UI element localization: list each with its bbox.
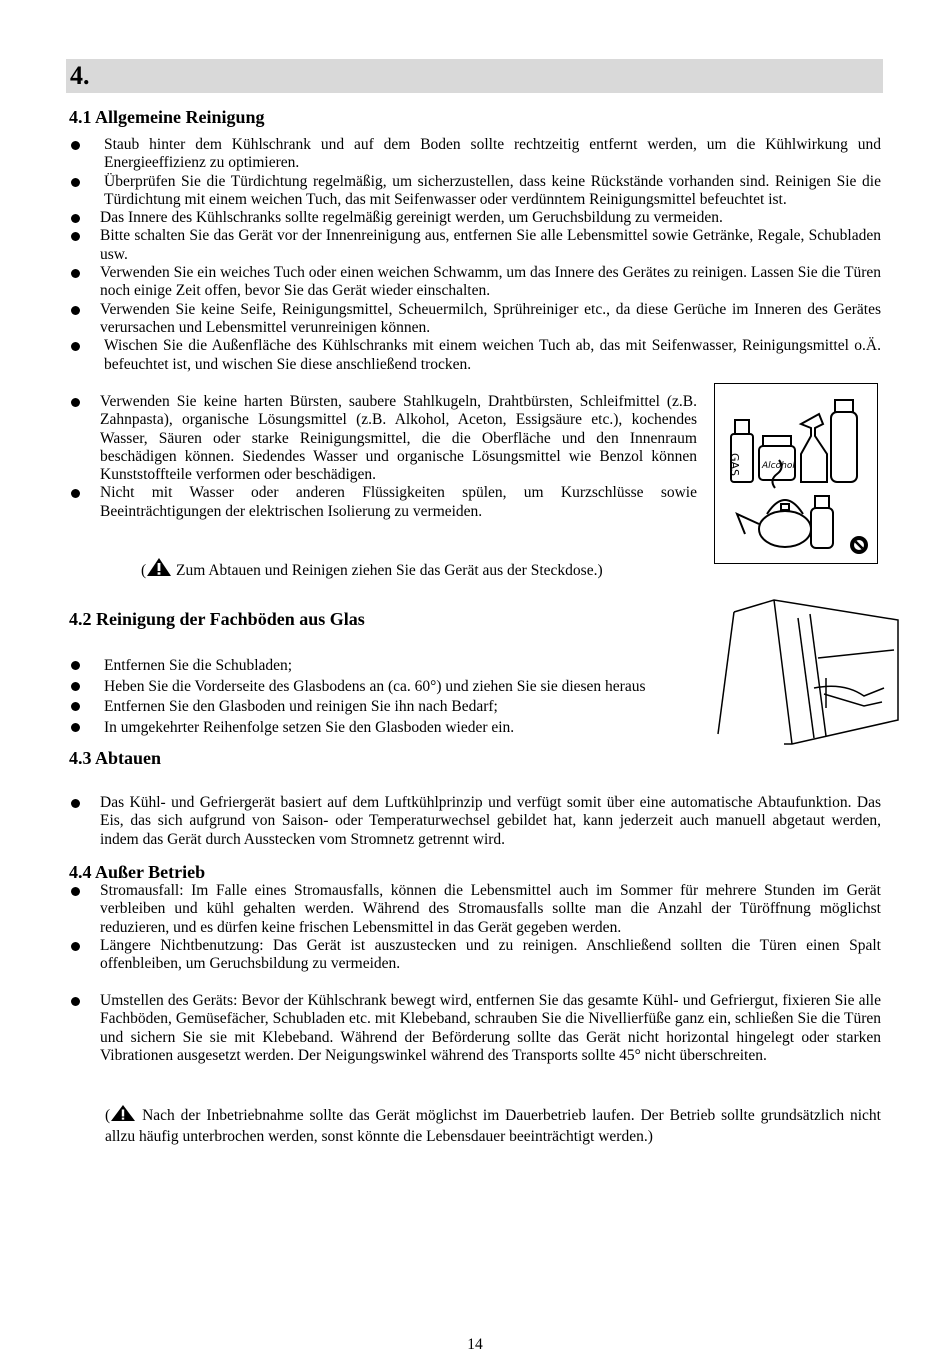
list-item: In umgekehrter Reihenfolge setzen Sie den Glasboden wieder ein. <box>66 718 726 739</box>
list-item: Nicht mit Wasser oder anderen Flüssigkeiten spülen, um Kurzschlüsse sowie Beeinträchtigungen der elektrischen Isolierung zu vermeiden. <box>66 484 697 521</box>
section-title-4-3: 4.3 Abtauen <box>69 748 162 768</box>
bottle-label: GAS <box>728 453 741 477</box>
jar-label: Alcohol <box>762 461 795 471</box>
bullet-icon <box>71 214 80 223</box>
bullet-icon <box>71 306 80 315</box>
list-item: Verwenden Sie keine Seife, Reinigungsmittel, Scheuermilch, Sprühreiniger etc., da diese Gerüche im Inneren des Gerätes verursachen und Lebensmittel verunreinigen können. <box>66 301 881 338</box>
bullet-icon <box>71 489 80 498</box>
list-item: Längere Nichtbenutzung: Das Gerät ist auszustecken und zu reinigen. Anschließend sollten die Türen einen Spalt offenbleiben, um Geruchsbildung zu vermeiden. <box>66 937 881 974</box>
warning-triangle-icon <box>110 1104 136 1122</box>
chapter-header-bar <box>66 59 883 93</box>
bullet-icon <box>71 942 80 951</box>
bullet-icon <box>71 887 80 896</box>
forbidden-cleaners-figure <box>714 383 878 564</box>
section-title-4-2: 4.2 Reinigung der Fachböden aus Glas <box>69 609 365 629</box>
bullet-list-4-1-narrow <box>66 393 697 521</box>
bullet-list-4-2 <box>66 656 726 738</box>
bullet-list-4-4-transport <box>66 992 881 1065</box>
list-item: Staub hinter dem Kühlschrank und auf dem Boden sollte rechtzeitig entfernt werden, um die Kühlwirkung und Energieeffizienz zu optimieren. <box>66 136 881 173</box>
cleaning-agents-illustration <box>715 384 877 563</box>
bullet-icon <box>71 682 80 691</box>
warning-triangle-icon <box>146 557 172 577</box>
bullet-icon <box>71 269 80 278</box>
prohibited-icon <box>850 536 868 554</box>
section-title-4-4: 4.4 Außer Betrieb <box>69 862 206 882</box>
bullet-icon <box>71 702 80 711</box>
bullet-list-4-4 <box>66 882 881 973</box>
list-item: Stromausfall: Im Falle eines Stromausfalls, können die Lebensmittel auch im Sommer für mehrere Stunden im Gerät verbleiben und kühl gehalten werden. Während des Stromausfalls sollte man die Anzahl der Türöffnung möglichst reduzieren, und es dürfen keine frischen Lebensmittel in das Gerät gegeben werden. <box>66 882 881 937</box>
list-item: Entfernen Sie den Glasboden und reinigen Sie ihn nach Bedarf; <box>66 697 726 718</box>
bullet-icon <box>71 398 80 407</box>
list-item: Wischen Sie die Außenfläche des Kühlschranks mit einem weichen Tuch ab, das mit Seifenwasser, Reinigungsmittel o.Ä. befeuchtet ist, und wischen Sie diese anschließend trocken. <box>66 337 881 374</box>
list-item: Überprüfen Sie die Türdichtung regelmäßig, um sicherzustellen, dass keine Rückstände vorhanden sind. Reinigen Sie die Türdichtung mit einem weichen Tuch, das mit Seifenwasser oder verdünntem Reinigungsmittel befeuchtet ist. <box>66 173 881 210</box>
list-item: Heben Sie die Vorderseite des Glasbodens an (ca. 60°) und ziehen Sie sie diesen heraus <box>66 677 726 698</box>
unplug-note: ( Zum Abtauen und Reinigen ziehen Sie das Gerät aus der Steckdose.) <box>141 557 701 580</box>
list-item: Das Innere des Kühlschranks sollte regelmäßig gereinigt werden, um Geruchsbildung zu vermeiden. <box>66 209 881 227</box>
bullet-list-4-1 <box>66 136 881 374</box>
continuous-operation-note: ( Nach der Inbetriebnahme sollte das Gerät möglichst im Dauerbetrieb laufen. Der Betrieb sollte grundsätzlich nicht allzu häufig unterbrochen werden, sonst könnte die Lebensdauer beeinträchtigt werden.) <box>105 1104 881 1147</box>
list-item: Verwenden Sie ein weiches Tuch oder einen weichen Schwamm, um das Innere des Gerätes zu reinigen. Lassen Sie die Türen noch einige Zeit offen, bevor Sie das Gerät wieder einschalten. <box>66 264 881 301</box>
section-title-4-1: 4.1 Allgemeine Reinigung <box>69 107 265 127</box>
list-item: Das Kühl- und Gefriergerät basiert auf dem Luftkühlprinzip und verfügt somit über eine automatische Abtaufunktion. Das Eis, das sich aufgrund von Saison- oder Temperaturwechsel gebildet hat, kann jederzeit auch manuell abgetaut werden, indem das Gerät durch Ausstecken vom Stromnetz getrennt wird. <box>66 794 881 849</box>
list-item: Verwenden Sie keine harten Bürsten, saubere Stahlkugeln, Drahtbürsten, Schleifmittel (z.B. Zahnpasta), organische Lösungsmittel (z.B. Alkohol, Aceton, Essigsäure etc.), kochendes Wasser, Säuren oder starke Reinigungsmittel, die die Oberfläche und den Innenraum beschädigen können. Siedendes Wasser und organische Lösungsmittel wie Benzol können Kunststoffteile verformen oder beschädigen. <box>66 393 697 484</box>
list-item: Umstellen des Geräts: Bevor der Kühlschrank bewegt wird, entfernen Sie das gesamte Kühl- und Gefriergut, fixieren Sie alle Fachböden, Gemüsefächer, Schubladen etc. mit Klebeband, schrauben Sie die Nivellierfüße ganz ein, schließen Sie die Türen und sichern Sie sie mit Klebeband. Während der Beförderung sollte das Gerät nicht horizontal hingelegt oder starken Vibrationen ausgesetzt werden. Der Neigungswinkel während des Transports sollte 45° nicht überschreiten. <box>66 992 881 1065</box>
chapter-number: 4. <box>70 61 90 90</box>
bullet-icon <box>71 178 80 187</box>
page-number: 14 <box>467 1336 483 1353</box>
bullet-icon <box>71 141 80 150</box>
fridge-shelf-illustration <box>714 598 900 748</box>
list-item: Bitte schalten Sie das Gerät vor der Innenreinigung aus, entfernen Sie alle Lebensmittel sowie Getränke, Regale, Schubladen usw. <box>66 227 881 264</box>
bullet-icon <box>71 723 80 732</box>
list-item: Entfernen Sie die Schubladen; <box>66 656 726 677</box>
bullet-icon <box>71 997 80 1006</box>
bullet-icon <box>71 342 80 351</box>
bullet-icon <box>71 661 80 670</box>
bullet-icon <box>71 232 80 241</box>
bullet-icon <box>71 799 80 808</box>
bullet-list-4-3 <box>66 794 881 849</box>
